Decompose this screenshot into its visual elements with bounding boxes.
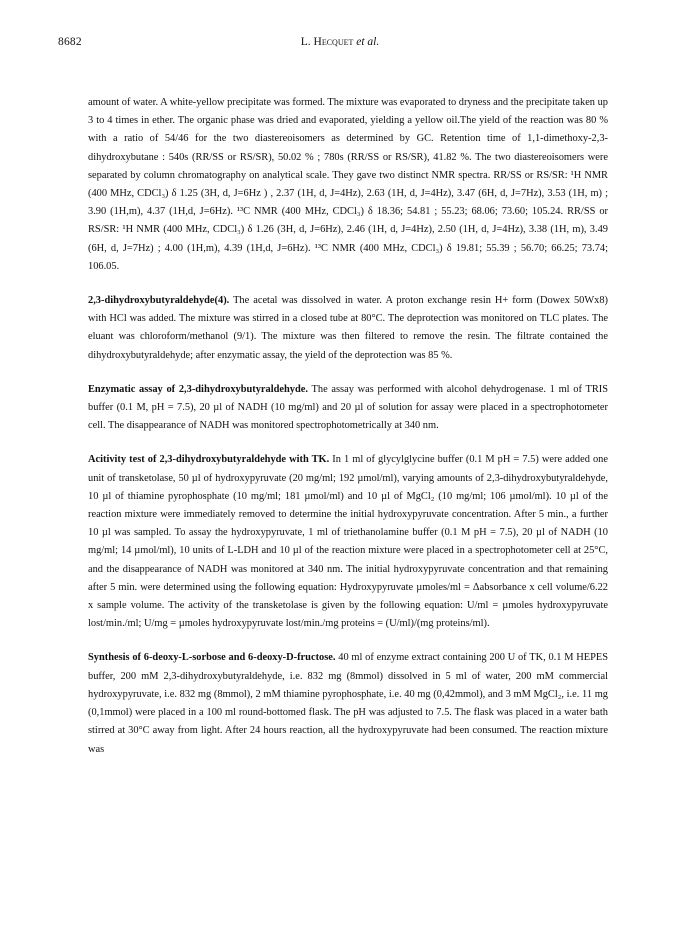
section-heading-activity-test: Acitivity test of 2,3-dihydroxybutyraldehyde with TK. [88,454,330,466]
paragraph-synthesis-text: 40 ml of enzyme extract containing 200 U of TK, 0.1 M HEPES buffer, 200 mM 2,3-dihydroxybutyraldehyde, i.e. 832 mg (8mmol) dissolved in 5 ml of water, 200 mM commercial hydroxypyruvate, i.e. 832 mg (8mmol), 2 mM thiamine pyrophosphate, i.e. 40 mg (0,42mmol), and 3 mM MgCl₂, i.e. 11 mg (0,1mmol) were placed in a 100 ml round-bottomed flask. The pH was adjusted to 7.5. The flask was placed in a water bath stirred at 30°C away from light. After 24 hours reaction, all the hydroxypyruvate had been consumed. The reaction mixture was [88,652,608,755]
paragraph-dihydroxybutyraldehyde-text: The acetal was dissolved in water. A proton exchange resin H+ form (Dowex 50Wx8) with HCl was added. The mixture was stirred in a closed tube at 80°C. The deprotection was monitored on TLC plates. The eluant was chloroform/methanol (9/1). The mixture was then filtered to remove the resin. The filtrate contained the dihydroxybutyraldehyde; after enzymatic assay, the yield of the deprotection was 85 %. [88,295,608,361]
page-number: 8682 [58,36,82,48]
paragraph-intro-text: amount of water. A white-yellow precipitate was formed. The mixture was evaporated to dryness and the precipitate taken up 3 to 4 times in ether. The organic phase was dried and evaporated, yielding a yellow oil.The yield of the reaction was 80 % with a ratio of 54/46 for the two diastereoisomers as determined by GC. Retention time of 1,1-dimethoxy-2,3-dihydroxybutane : 540s (RR/SS or RS/SR), 50.02 % ; 780s (RR/SS or RS/SR), 41.82 %. The two diastereoisomers were separated by column chromatography on analytical scale. They gave two distinct NMR spectra. RR/SS or RS/SR: ¹H NMR (400 MHz, CDCl₃) δ 1.25 (3H, d, J=6Hz ) , 2.37 (1H, d, J=4Hz), 2.63 (1H, d, J=4Hz), 3.47 (6H, d, J=7Hz), 3.53 (1H, m) ; 3.90 (1H,m), 4.37 (1H,d, J=6Hz). ¹³C NMR (400 MHz, CDCl₃) δ 18.36; 54.81 ; 55.23; 68.06; 73.60; 105.24. RR/SS or RS/SR: ¹H NMR (400 MHz, CDCl₃) δ 1.26 (3H, d, J=6Hz), 2.46 (1H, d, J=4Hz), 2.50 (1H, d, J=4Hz), 3.38 (1H, m), 3.49 (6H, d, J=7Hz) ; 4.00 (1H,m), 4.39 (1H,d, J=6Hz). ¹³C NMR (400 MHz, CDCl₃) δ 19.81; 55.39 ; 56.70; 66.25; 73.74; 106.05. [88,97,608,272]
article-body [88,94,608,759]
running-header-author: L. Hecquet [300,36,354,48]
paragraph-enzymatic-assay [88,381,608,436]
paragraph-activity-test-text: In 1 ml of glycylglycine buffer (0.1 M pH = 7.5) were added one unit of transketolase, 50 µl of hydroxypyruvate (20 mg/ml; 192 µmol/ml), varying amounts of 2,3-dihydroxybutyraldehyde, 10 µl of thiamine pyrophosphate (10 mg/ml; 181 µmol/ml) and 10 µl of MgCl₂ (10 mg/ml; 106 µmol/ml). 10 µl of the reaction mixture were immediately removed to determine the initial hydroxypyruvate concentration. After 5 min., a further 10 µl was sampled. To assay the hydroxypyruvate, 1 ml of triethanolamine buffer (0.1 M pH = 7.5), 20 µl of NADH (10 mg/ml; 14 µmol/ml), 10 units of L-LDH and 10 µl of the reaction mixture were placed in a spectrophotometer cell at 25°C, and the disappearance of NADH was monitored at 340 nm. The initial hydroxypyruvate concentration and that remaining after 5 min. were determined using the following equation: Hydroxypyruvate µmoles/ml = Δabsorbance x cell volume/6.22 x sample volume. The activity of the transketolase is given by the following equation: U/ml = µmoles hydroxypyruvate lost/min./ml; U/mg = µmoles hydroxypyruvate lost/min./mg proteins = (U/ml)/(mg proteins/ml). [88,454,608,630]
running-header [0,36,680,48]
paragraph-synthesis [88,649,608,758]
section-heading-enzymatic-assay: Enzymatic assay of 2,3-dihydroxybutyraldehyde. [88,383,308,395]
paragraph-dihydroxybutyraldehyde [88,292,608,365]
paragraph-intro [88,94,608,276]
paragraph-enzymatic-assay-text: The assay was performed with alcohol dehydrogenase. 1 ml of TRIS buffer (0.1 M, pH = 7.5), 20 µl of NADH (10 mg/ml) and 20 µl of solution for assay were placed in a spectrophotometer cell. The disappearance of NADH was monitored spectrophotometrically at 340 nm. [88,383,608,432]
section-heading-synthesis: Synthesis of 6-deoxy-L-sorbose and 6-deoxy-D-fructose. [88,652,336,664]
section-heading-dihydroxybutyraldehyde: 2,3-dihydroxybutyraldehyde(4). [88,295,230,307]
paragraph-activity-test [88,451,608,633]
running-header-etal: et al. [353,36,380,48]
